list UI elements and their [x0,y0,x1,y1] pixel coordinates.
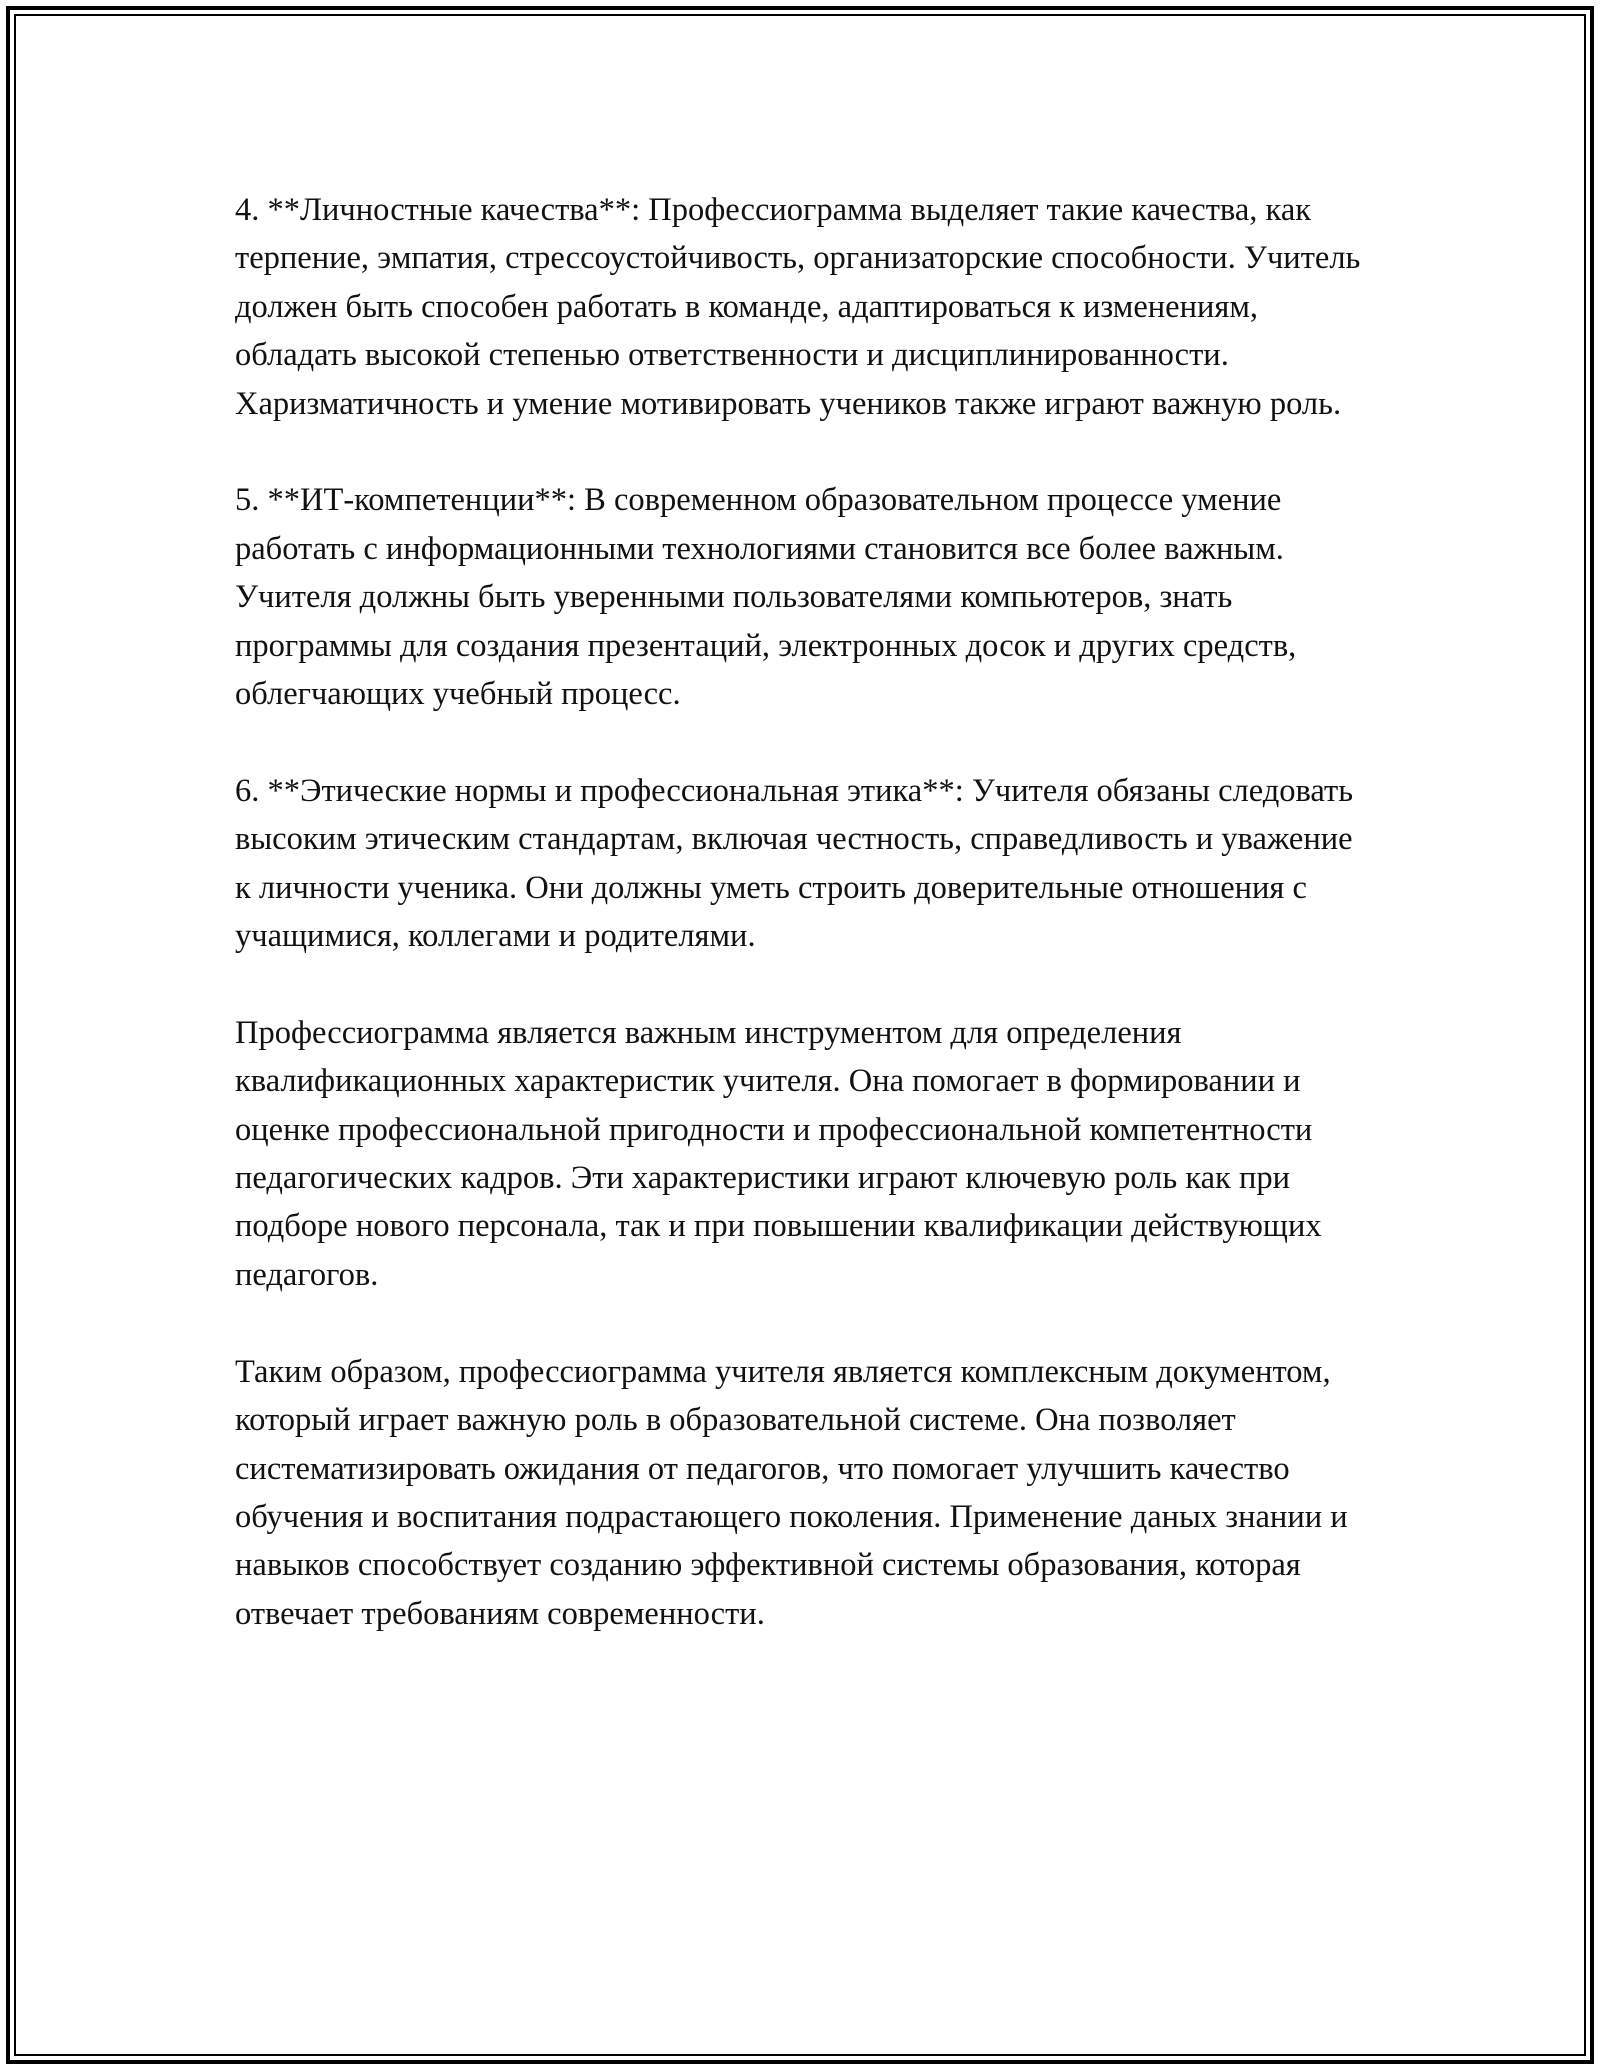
paragraph-professiogram-role: Профессиограмма является важным инструментом для определения квалификационных характеристик учителя. Она помогает в формировании и оценке профессиональной пригодности и профессиональной компетентности педагогических кадров. Эти характеристики играют ключевую роль как при подборе нового персонала, так и при повышении квалификации действующих педагогов. [235,1014,1322,1293]
paragraph-ethics: 6. **Этические нормы и профессиональная этика**: Учителя обязаны следовать высоким этическим стандартам, включая честность, справедливость и уважение к личности ученика. Они должны уметь строить доверительные отношения с учащимися, коллегами и родителями. [235,772,1354,955]
paragraph-personal-qualities: 4. **Личностные качества**: Профессиограмма выделяет такие качества, как терпение, эмпатия, стрессоустойчивость, организаторские способности. Учитель должен быть способен работать в команде, адаптироваться к изменениям, обладать высокой степенью ответственности и дисциплинированности. Харизматичность и умение мотивировать учеников также играют важную роль. [235,192,1361,422]
document-body [235,186,1375,1638]
paragraph-it-competencies: 5. **ИТ-компетенции**: В современном образовательном процессе умение работать с информационными технологиями становится все более важным. Учителя должны быть уверенными пользователями компьютеров, знать программы для создания презентаций, электронных досок и других средств, облегчающих учебный процесс. [235,482,1297,713]
paragraph-conclusion: Таким образом, профессиограмма учителя является комплексным документом, который играет важную роль в образовательной системе. Она позволяет систематизировать ожидания от педагогов, что помогает улучшить качество обучения и воспитания подрастающего поколения. Применение даных знании и навыков способствует созданию эффективной системы образования, которая отвечает требованиям современности. [235,1353,1348,1632]
